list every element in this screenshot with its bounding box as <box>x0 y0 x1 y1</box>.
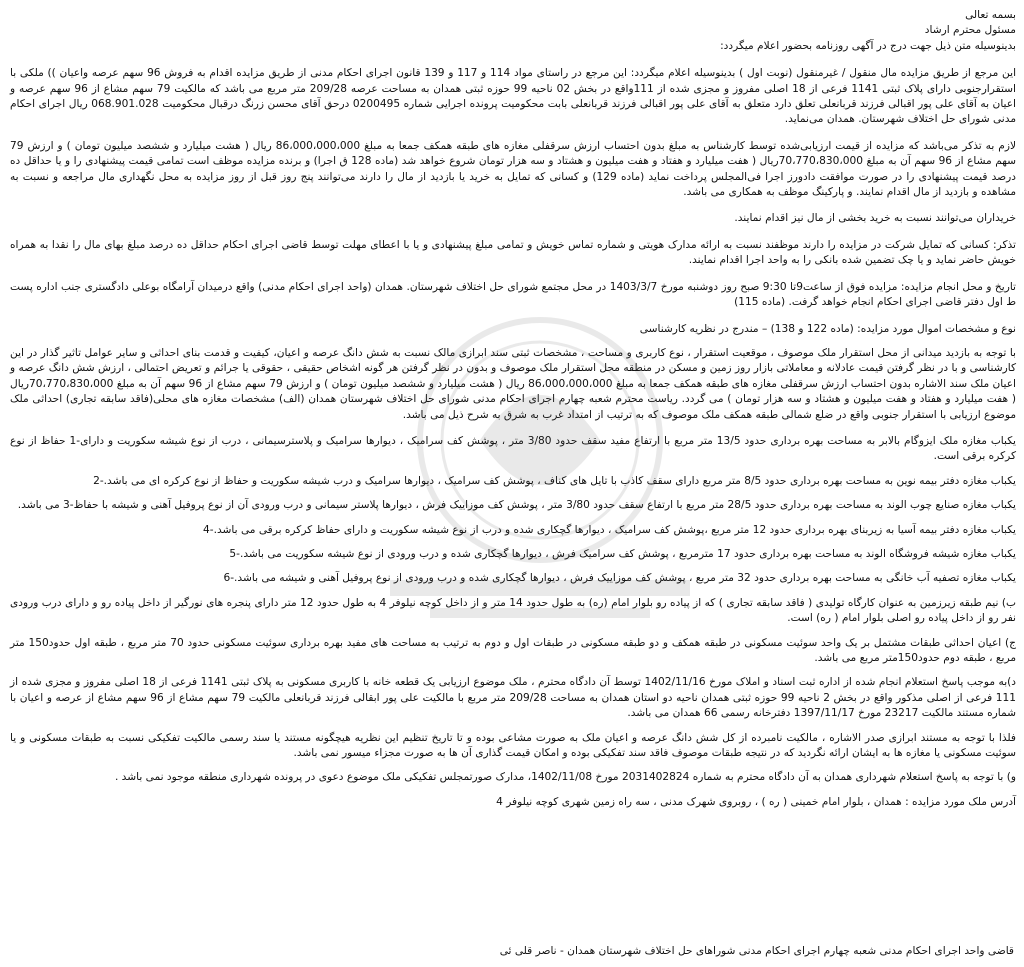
paragraph-ownership-note: فلذا با توجه به مستند ابرازی صدر الاشاره ، مالکیت نامبرده از کل شش دانگ عرصه و اعیان ملک به صورت مشاعی بوده و تا تاریخ تنظیم این نظریه هیچگونه مستند یا سند رسمی مالکیت تفکیکی نسبت به طبقات مسکونی و یا سوئیت مسکونی یا مغازه ها به ایشان ارائه نگردید که در نتیجه طبقات موصوف فاقد سند تفکیکی بوده و امکان قیمت گذاری آن ها به صورت مجزاء میسور نمی باشد. <box>10 731 1016 760</box>
paragraph-property-type: نوع و مشخصات اموال مورد مزایده: (ماده 122 و 138) – مندرج در نظریه کارشناسی <box>639 322 1016 335</box>
paragraph-price-terms: لازم به تذکر می‌باشد که مزایده از قیمت ارزیابی‌شده توسط کارشناس به مبلغ بدون احتساب ارزش سرقفلی مغازه های طبقه همکف جمعا به مبلغ 86،000،000،000 ریال ( هشت میلیارد و ششصد میلیون تومان ) و ارزش 79 سهم مشاع از 96 سهم آن به مبلغ 70،770،830،000ریال ( هفت میلیارد و هفتاد و هفت میلیون و هشتاد و سه هزار تومان شروع خواهد شد (ماده 128 ق اجرا) و برنده مزایده موظف است تمامی قیمت پیشنهادی را و یا حداقل ده درصد قیمت پیشنهادی را در صورت موافقت دادورز اجرا فی‌المجلس پرداخت نماید (ماده 129) و کسانی که تمایل به خرید یا بازدید از مال را دارند می‌توانند پنج روز قبل از روز مزایده به محل نگهداری مال مراجعه و نسبت به مشاهده و بازدید از مال اقدام نمایند. و پارکینگ موظف به همکاری می باشد. <box>10 139 1017 199</box>
paragraph-shop-6: یکباب مغازه تصفیه آب خانگی به مساحت بهره برداری حدود 32 متر مربع ، پوشش کف موزاییک فرش ، دیوارها گچکاری شده و درب ورودی از نوع پروفیل آهنی و شیشه می باشد.-6 <box>223 572 1016 585</box>
paragraph-basement: ب) نیم طبقه زیرزمین به عنوان کارگاه تولیدی ( فاقد سابقه تجاری ) که از پیاده رو بلوار امام (ره) به طول حدود 14 متر و از داخل کوچه نیلوفر 4 به طول حدود 12 متر دارای پنجره های نورگیر از داخل پیاده رو و دارای درب ورودی نفر رو از داخل پیاده رو اصلی بلوار امام ( ره) است. <box>10 596 1016 625</box>
paragraph-shop-2: یکباب مغازه دفتر بیمه نوین به مساحت بهره برداری حدود 8/5 متر مربع دارای سقف کاذب با تایل های کناف ، پوشش کف سرامیک ، دیوارها سرامیک و درب شیشه سکوریت و حفاظ از نوع کرکره ای می باشد.-2 <box>93 474 1016 487</box>
paragraph-shop-3: یکباب مغازه صنایع چوب الوند به مساحت بهره برداری حدود 28/5 متر مربع با ارتفاع سقف حدود 3/80 متر ، پوشش کف موزاییک فرش ، دیوارها پلاستر سیمانی و درب ورودی آن از نوع پروفیل آهنی و شیشه با حفاظ-3 می باشد. <box>17 499 1016 512</box>
paragraph-expert-opinion: با توجه به بازدید میدانی از محل استقرار ملک موصوف ، موقعیت استقرار ، نوع کاربری و مساحت ، مشخصات ثبتی سند ابرازی مالک نسبت به شش دانگ عرصه و اعیان، کیفیت و قدمت بنای احداثی و سایر عوامل تاثیر گذار در این کارشناسی و با در نظر گرفتن قیمت عادلانه و معاملاتی بازار روز زمین و مسکن در منطقه محل استقرار ملک موصوف و بدون در نظر گرفتن هر گونه اشخاص حقیقی ، حقوقی یا جرائم و تعریض احتمالی ، ارزش شش دانگ عرصه و اعیان ملک سند الاشاره بدون احتساب ارزش سرقفلی مغازه های طبقه همکف جمعا به مبلغ 86،000،000،000 ریال ( هشت میلیارد و ششصد میلیون تومان ) و ارزش 79 سهم مشاع از 96 سهم آن به مبلغ 70،770،830،000ریال ( هفت میلیارد و هفتاد و هفت میلیون و هشتاد و سه هزار تومان ) می گردد. ریاست محترم شعبه چهارم اجرای احکام مدنی شورای حل اختلاف شهرستان همدان (الف) مشخصات مغازه های محلی(فاقد سابقه تجاری) احداثی ملک موضوع ارزیابی با استقرار جنوبی واقع در ضلع شمالی طبقه همکف ملک موصوف که به ترتیب از امتداد غرب به شرق به شرح ذیل می باشد. <box>10 346 1016 421</box>
header-intro: بدینوسیله متن ذیل جهت درج در آگهی روزنامه بحضور اعلام میگردد: <box>720 39 1016 52</box>
paragraph-shop-1: یکباب مغازه ملک ایزوگام بالابر به مساحت بهره برداری حدود 13/5 متر مربع با ارتفاع مفید سقف حدود 3/80 متر ، پوشش کف سرامیک ، دیوارها سرامیک و پلاسترسیمانی ، درب از نوع شیشه سکوریت و دارای-1 حفاظ از نوع کرکره برقی است. <box>10 434 1017 463</box>
paragraph-residential-floors: ج) اعیان احداثی طبقات مشتمل بر یک واحد سوئیت مسکونی در طبقه همکف و دو طبقه مسکونی در طبقات اول و دوم به ترتیب به مساحت های مفید بهره برداری سوئیت مسکونی حدود 70 متر مربع ، طبقه اول حدود150 متر مربع ، طبقه دوم حدود150متر مربع می باشد. <box>10 636 1017 664</box>
header-recipient: مسئول محترم ارشاد <box>924 24 1016 37</box>
signature-line: قاضی واحد اجرای احکام مدنی شعبه چهارم اجرای احکام مدنی شوراهای حل اختلاف شهرستان همدان - ناصر قلی ئی <box>499 945 1014 957</box>
paragraph-announcement: این مرجع از طریق مزایده مال منقول / غیرمنقول (نوبت اول ) بدینوسیله اعلام میگردد: این مرجع در راستای مواد 114 و 117 و 139 قانون اجرای احکام مدنی از طریق مزایده اقدام به فروش 96 سهم عرصه واعیان )) ملکی با استقرارجنوبی دارای پلاک ثبتی 1141 فرعی از 18 اصلی مفروز و مجزی شده از 111واقع در بخش 02 ناحیه 99 حوزه ثبتی همدان به مساحت عرصه 209/28 متر مربع می باشد که مالکیت 79 سهم مشاع از 96 سهم عرصه و اعیان به آقای علی پور اقبالی فرزند قربانعلی تعلق دارد متعلق به آقای علی پور اقبالی فرزند قربانعلی بابت محکومیت پرونده اجرایی شماره 0200495 درحق آقای محسن زرنگ درقبال محکومیت 068.901.028 ریال اجرای احکام مدنی شورای حل اختلاف شهرستان. همدان می‌نماید. <box>10 67 1017 126</box>
header-bismillah: بسمه تعالی <box>965 9 1016 21</box>
paragraph-property-address: آدرس ملک مورد مزایده : همدان ، بلوار امام خمینی ( ره ) ، روبروی شهرک مدنی ، سه راه زمین شهری کوچه نیلوفر 4 <box>496 795 1016 808</box>
paragraph-partial-purchase: خریداران می‌توانند نسبت به خرید بخشی از مال نیز اقدام نمایند. <box>734 212 1016 225</box>
paragraph-auction-time-place: تاریخ و محل انجام مزایده: مزایده فوق از ساعت9تا 9:30 صبح روز دوشنبه مورخ 1403/3/7 در محل مجتمع شورای حل اختلاف شهرستان. همدان (واحد اجرای احکام مدنی) واقع درمیدان آرامگاه بوعلی دادگستری جنب اداره پست ط اول دفتر قاضی اجرای احکام انجام خواهد گرفت. (ماده 115) <box>10 280 1016 309</box>
paragraph-shop-5: یکباب مغازه شیشه فروشگاه الوند به مساحت بهره برداری حدود 17 مترمربع ، پوشش کف سرامیک فرش ، دیوارها گچکاری شده و درب ورودی از نوع شیشه سکوریت می باشد.-5 <box>229 547 1016 560</box>
paragraph-shop-4: یکباب مغازه دفتر بیمه آسیا به زیربنای بهره برداری حدود 12 متر مربع ،پوشش کف سرامیک ، دیوارها گچکاری شده و درب از نوع شیشه سکوریت و دارای حفاظ کرکره برقی می باشد.-4 <box>203 523 1016 536</box>
paragraph-participation-note: تذکر: کسانی که تمایل شرکت در مزایده را دارند موظفند نسبت به ارائه مدارک هویتی و شماره تماس خویش و تمامی مبلغ پیشنهادی و یا با اعطای مهلت توسط قاضی اجرای احکام حداقل ده درصد مبلغ بهای مال را نقدا به همراه خویش حاضر نماید و یا چک تضمین شده بانکی را به واحد اجرا اقدام نمایند. <box>10 238 1016 267</box>
paragraph-registry-inquiry: د)به موجب پاسخ استعلام انجام شده از اداره ثبت اسناد و املاک مورخ 1402/11/16 توسط آن دادگاه محترم ، ملک موضوع ارزیابی یک قطعه خانه با کاربری مسکونی به پلاک ثبتی 1141 فرعی از 18 اصلی مفروز و مجزی شده از 111 فرعی از اصلی مذکور واقع در بخش 2 ناحیه 99 حوزه ثبتی همدان ناحیه دو استان همدان به مساحت 209/28 متر مربع با مالکیت علی پور ابقالی فرزند قربانعلی مالکیت 79 سهم مشاع از 96 سهم مشاع از عرصه و اعیان با شماره مستند مالکیت 23217 مورخ 1397/11/17 دفترخانه رسمی 66 همدان می باشد. <box>10 676 1017 720</box>
paragraph-municipality-inquiry: و) با توجه به پاسخ استعلام شهرداری همدان به آن دادگاه محترم به شماره 2031402824 مورخ 1402/11/08، مدارک صورتمجلس تفکیکی ملک موضوع دعوی در پرونده شهرداری منطقه موجود نمی باشد . <box>114 771 1016 784</box>
